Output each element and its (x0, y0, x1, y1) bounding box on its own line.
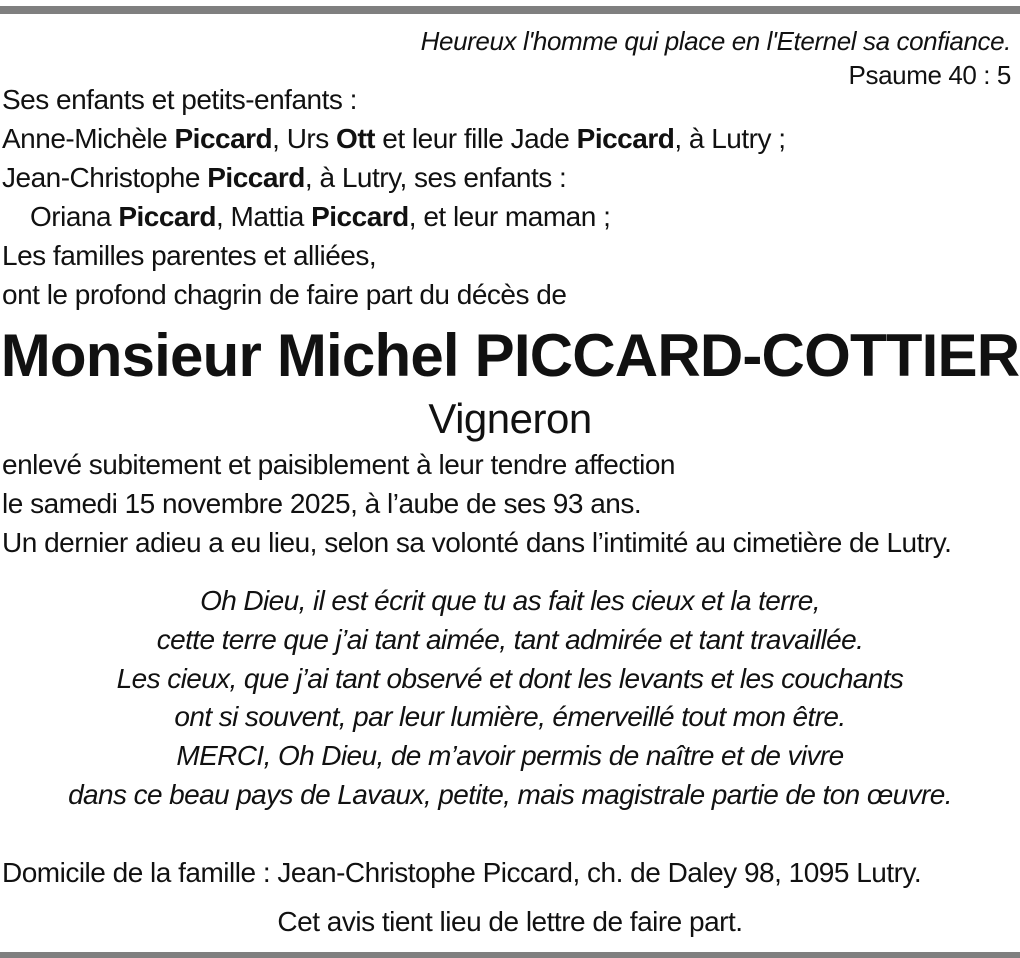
detail-line-2: le samedi 15 novembre 2025, à l’aube de ses 93 ans. (2, 488, 642, 519)
poem-line: Les cieux, que j’ai tant observé et dont les levants et les couchants (116, 662, 904, 694)
surname: Piccard (118, 201, 216, 232)
epigraph-quote: Heureux l'homme qui place en l'Eternel sa confiance. (420, 26, 1011, 56)
poem-line: dans ce beau pays de Lavaux, petite, mais magistrale partie de ton œuvre. (68, 778, 952, 810)
poem-line: ont si souvent, par leur lumière, émerveillé tout mon être. (174, 701, 846, 733)
family-line-2 (2, 160, 566, 196)
text-segment: , à Lutry ; (674, 123, 786, 154)
poem-line: cette terre que j’ai tant aimée, tant admirée et tant travaillée. (156, 623, 864, 655)
text-segment: , Urs (272, 123, 337, 154)
family-address: Domicile de la famille : Jean-Christophe Piccard, ch. de Daley 98, 1095 Lutry. (2, 857, 922, 888)
surname: Piccard (311, 201, 409, 232)
family-line-4: Les familles parentes et alliées, (2, 240, 377, 271)
text-segment: , Mattia (216, 201, 312, 232)
surname: Piccard (174, 123, 273, 154)
poem-line: Oh Dieu, il est écrit que tu as fait les cieux et la terre, (200, 585, 820, 616)
bottom-rule (0, 952, 1020, 958)
poem (0, 582, 1020, 815)
text-segment: , à Lutry, ses enfants : (304, 162, 567, 193)
text-segment: Jean-Christophe (2, 162, 208, 193)
family-line-5: ont le profond chagrin de faire part du décès de (2, 279, 567, 310)
notice-statement: Cet avis tient lieu de lettre de faire part. (277, 906, 743, 937)
poem-line: MERCI, Oh Dieu, de m’avoir permis de naître et de vivre (176, 740, 844, 772)
family-intro: Ses enfants et petits-enfants : (2, 84, 357, 115)
text-segment: Oriana (30, 201, 119, 232)
family-line-3 (30, 199, 610, 235)
deceased-profession: Vigneron (428, 395, 592, 442)
deceased-name: Monsieur Michel PICCARD-COTTIER (0, 322, 1020, 389)
surname: Piccard (207, 162, 305, 193)
detail-line-1: enlevé subitement et paisiblement à leur tendre affection (2, 449, 675, 480)
epigraph-reference: Psaume 40 : 5 (848, 60, 1011, 90)
text-segment: et leur fille Jade (374, 123, 577, 154)
text-segment: , et leur maman ; (408, 201, 611, 232)
detail-line-3: Un dernier adieu a eu lieu, selon sa volonté dans l’intimité au cimetière de Lutry. (2, 527, 952, 558)
text-segment: Anne-Michèle (2, 123, 175, 154)
family-line-1 (2, 121, 786, 157)
top-rule (0, 6, 1020, 14)
surname: Ott (336, 123, 375, 154)
epigraph (421, 24, 1011, 92)
surname: Piccard (576, 123, 675, 154)
